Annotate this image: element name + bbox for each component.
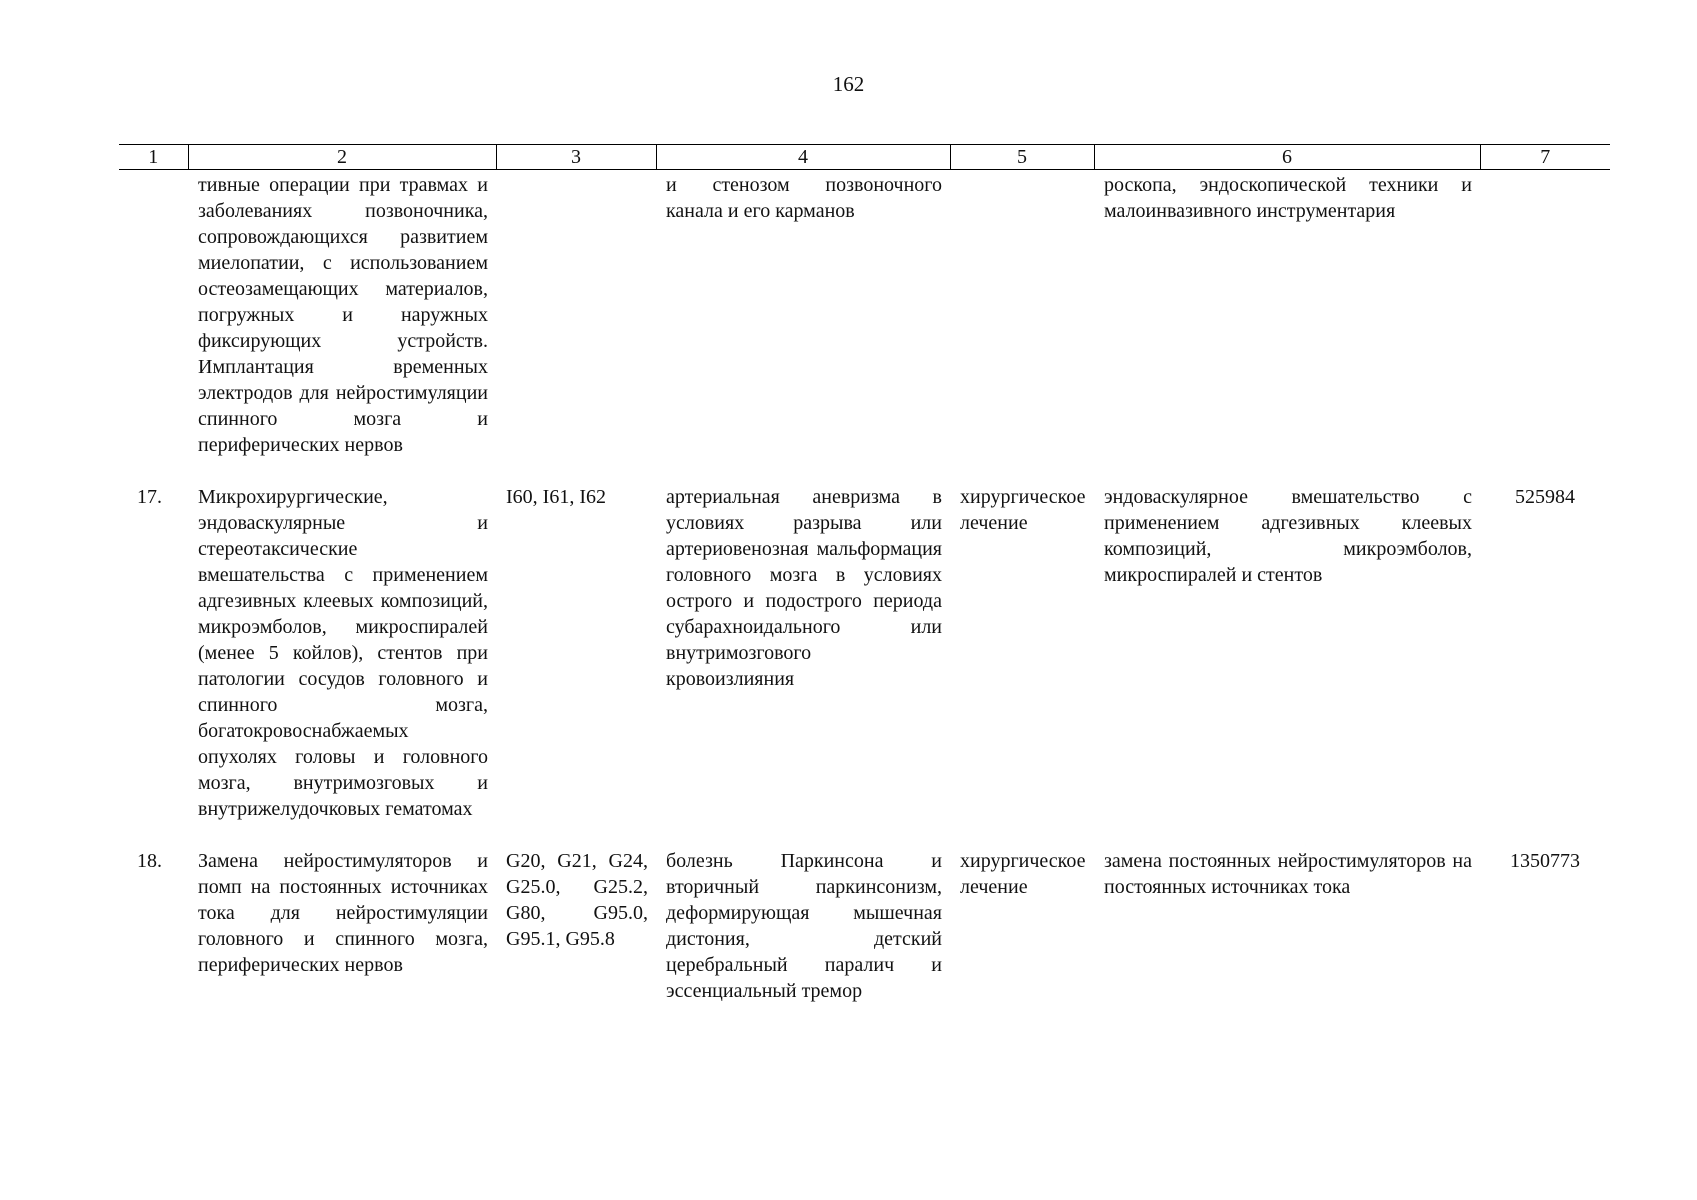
column-number: 5 <box>950 145 1094 170</box>
cost-cell <box>1480 170 1610 485</box>
treatment-type-cell: хирургическое лечение <box>960 486 1086 534</box>
patient-model-cell: болезнь Паркинсона и вторичный паркинсонизм, деформирующая мышечная дистония, детский церебральный паралич и эссенциальный тремор <box>666 850 942 1002</box>
column-number: 6 <box>1094 145 1480 170</box>
row-number-cell: 18. <box>137 850 162 872</box>
diagnosis-codes-cell: I60, I61, I62 <box>506 486 606 508</box>
column-number: 3 <box>496 145 656 170</box>
diagnosis-codes-cell: G20, G21, G24, G25.0, G25.2, G80, G95.0, G95.1, G95.8 <box>506 850 648 950</box>
treatment-method-cell: роскопа, эндоскопической техники и малоинвазивного инструментария <box>1104 174 1472 222</box>
page-number: 162 <box>832 72 865 96</box>
patient-model-cell: артериальная аневризма в условиях разрыва или артериовенозная мальформация головного мозга в условиях острого и подострого периода субарахноидального или внутримозгового кровоизлияния <box>666 486 942 690</box>
row-number-cell: 17. <box>137 486 162 508</box>
services-table <box>119 144 1610 1030</box>
table-row <box>119 484 1610 848</box>
continuation-row <box>119 170 1610 485</box>
diagnosis-codes-cell <box>496 170 656 485</box>
column-number: 1 <box>119 145 188 170</box>
service-name-cell: Микрохирургические, эндоваскулярные и стереотаксические вмешательства с применением адгезивных клеевых композиций, микроэмболов, микроспиралей (менее 5 койлов), стентов при патологии сосудов головного и спинного мозга, богатокровоснабжаемых опухолях головы и головного мозга, внутримозговых и внутрижелудочковых гематомах <box>198 486 488 820</box>
treatment-type-cell <box>950 170 1094 485</box>
cost-cell: 525984 <box>1515 486 1575 508</box>
treatment-method-cell: замена постоянных нейростимуляторов на постоянных источниках тока <box>1104 850 1472 898</box>
treatment-type-cell: хирургическое лечение <box>960 850 1086 898</box>
row-number-cell <box>119 170 188 485</box>
table-row <box>119 848 1610 1030</box>
service-name-cell: тивные операции при травмах и заболеваниях позвоночника, сопровождающихся развитием миелопатии, с использованием остеозамещающих материалов, погружных и наружных фиксирующих устройств. Имплантация временных электродов для нейростимуляции спинного мозга и периферических нервов <box>198 174 488 456</box>
patient-model-cell: и стенозом позвоночного канала и его карманов <box>666 174 942 222</box>
column-number: 4 <box>656 145 950 170</box>
treatment-method-cell: эндоваскулярное вмешательство с применением адгезивных клеевых композиций, микроэмболов, микроспиралей и стентов <box>1104 486 1472 586</box>
column-number: 2 <box>188 145 496 170</box>
cost-cell: 1350773 <box>1510 850 1580 872</box>
service-name-cell: Замена нейростимуляторов и помп на постоянных источниках тока для нейростимуляции головного и спинного мозга, периферических нервов <box>198 850 488 976</box>
column-number-row <box>119 145 1610 170</box>
column-number: 7 <box>1480 145 1610 170</box>
